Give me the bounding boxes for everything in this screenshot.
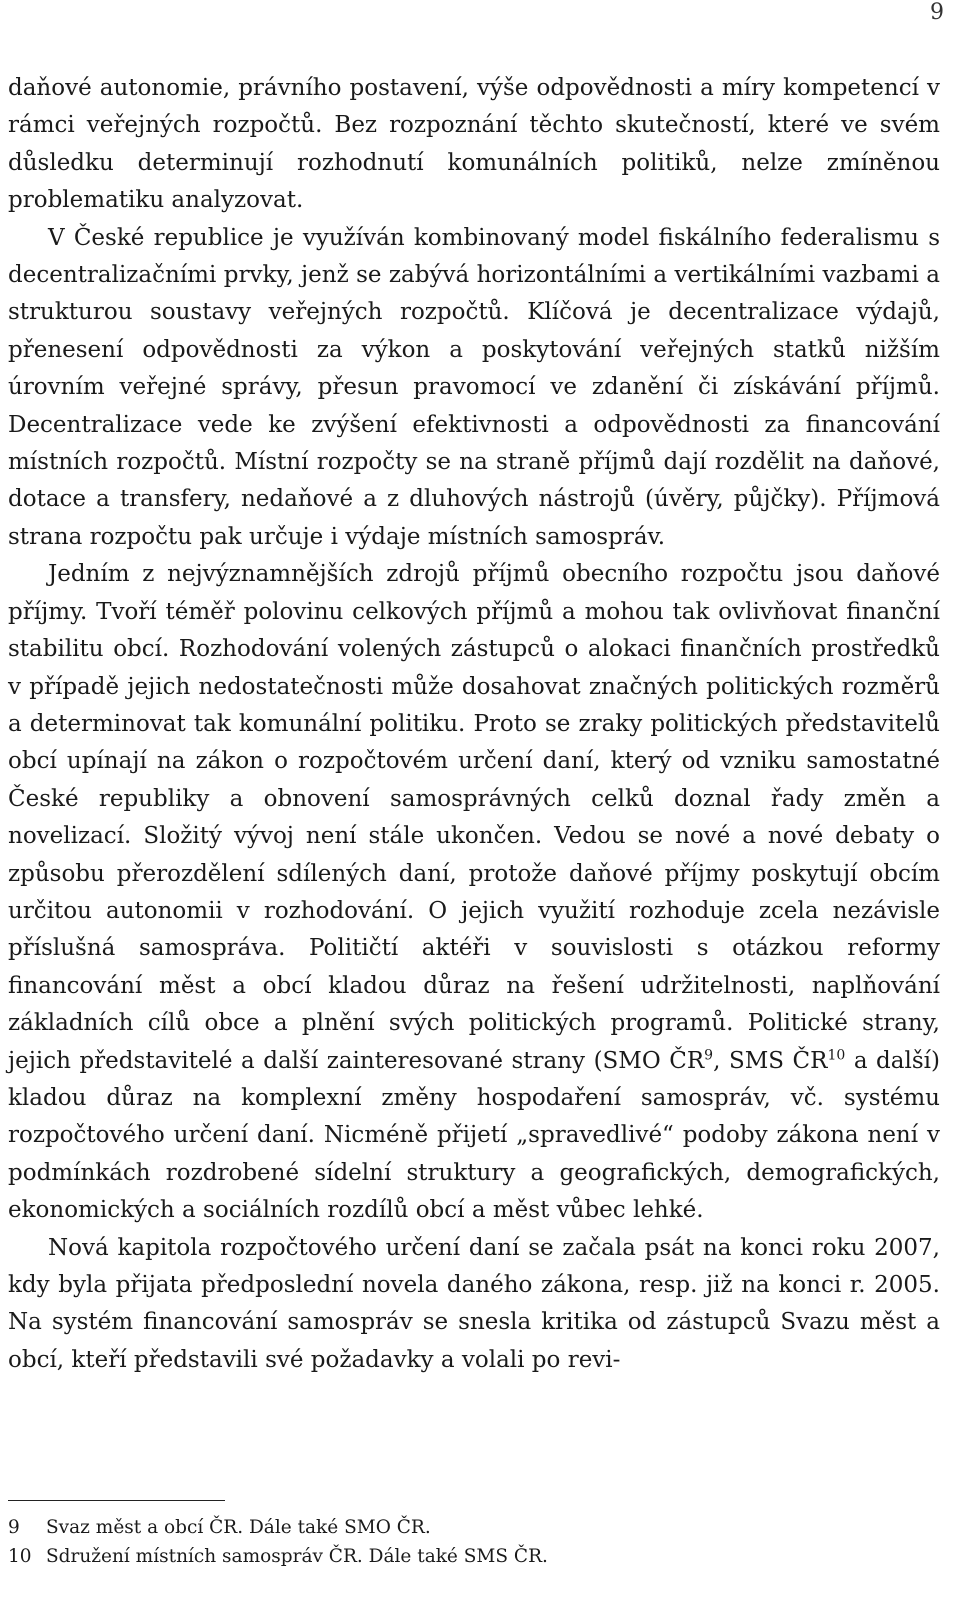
paragraph-2: V České republice je využíván kombinovaný model fiskálního federalismu s decentralizačními prvky, jenž se zabývá horizontálními a vertikálními vazbami a strukturou soustavy veřejných rozpočtů. Klíčová je decentralizace výdajů, přenesení odpovědnosti za výkon a poskytování veřejných statků nižším úrovním veřejné správy, přesun pravomocí ve zdanění či získávání příjmů. Decentralizace vede ke zvýšení efektivnosti a odpovědnosti za financování místních rozpočtů. Místní rozpočty se na straně příjmů dají rozdělit na daňové, dotace a transfery, nedaňové a z dluhových nástrojů (úvěry, půjčky). Příjmová strana rozpočtu pak určuje i výdaje místních samospráv. (8, 224, 940, 550)
footnote-ref-10[interactable]: 10 (827, 1046, 846, 1063)
paragraph-1: daňové autonomie, právního postavení, výše odpovědnosti a míry kompetencí v rámci veřejných rozpočtů. Bez rozpoznání těchto skutečností, které ve svém důsledku determinují rozhodnutí komunálních politiků, nelze zmíněnou problematiku analyzovat. (8, 75, 940, 214)
footnote-number: 10 (8, 1546, 32, 1567)
body-text (8, 70, 940, 1379)
footnote-10 (8, 1542, 940, 1571)
footnote-text: Sdružení místních samospráv ČR. Dále také SMS ČR. (46, 1546, 548, 1567)
footnote-ref-9[interactable]: 9 (704, 1046, 714, 1063)
page-number: 9 (930, 0, 944, 25)
paragraph-3-part-1: Jedním z nejvýznamnějších zdrojů příjmů obecního rozpočtu jsou daňové příjmy. Tvoří téměř polovinu celkových příjmů a mohou tak ovlivňovat finanční stabilitu obcí. Rozhodování volených zástupců o alokaci finančních prostředků v případě jejich nedostatečnosti může dosahovat značných politických rozměrů a determinovat tak komunální politiku. Proto se zraky politických představitelů obcí upínají na zákon o rozpočtovém určení daní, který od vzniku samostatné České republiky a obnovení samosprávných celků doznal řady změn a novelizací. Složitý vývoj není stále ukončen. Vedou se nové a nové debaty o způsobu přerozdělení sdílených daní, protože daňové příjmy poskytují obcím určitou autonomii v rozhodování. O jejich využití rozhoduje zcela nezávisle příslušná samospráva. Političtí aktéři v souvislosti s otázkou reformy financování měst a obcí kladou důraz na řešení udržitelnosti, naplňování základních cílů obce a plnění svých politických programů. Politické strany, jejich představitelé a další zainteresované strany (SMO ČR (8, 561, 940, 1074)
footnote-divider (8, 1500, 225, 1501)
paragraph-3 (8, 556, 940, 1229)
paragraph-3-part-2: , SMS ČR (713, 1047, 828, 1074)
footnote-number: 9 (8, 1517, 20, 1538)
footnote-text: Svaz měst a obcí ČR. Dále také SMO ČR. (46, 1517, 431, 1538)
footnotes (8, 1513, 940, 1571)
paragraph-4: Nová kapitola rozpočtového určení daní se začala psát na konci roku 2007, kdy byla přijata předposlední novela daného zákona, resp. již na konci r. 2005. Na systém financování samospráv se snesla kritika od zástupců Svazu měst a obcí, kteří představili své požadavky a volali po revi- (8, 1234, 940, 1373)
paragraph-3-part-3: a další) kladou důraz na komplexní změny hospodaření samospráv, vč. systému rozpočtového určení daní. Nicméně přijetí „spravedlivé“ podoby zákona není v podmínkách rozdrobené sídelní struktury a geografických, demografických, ekonomických a sociálních rozdílů obcí a měst vůbec lehké. (8, 1047, 940, 1224)
footnote-9 (8, 1513, 940, 1542)
